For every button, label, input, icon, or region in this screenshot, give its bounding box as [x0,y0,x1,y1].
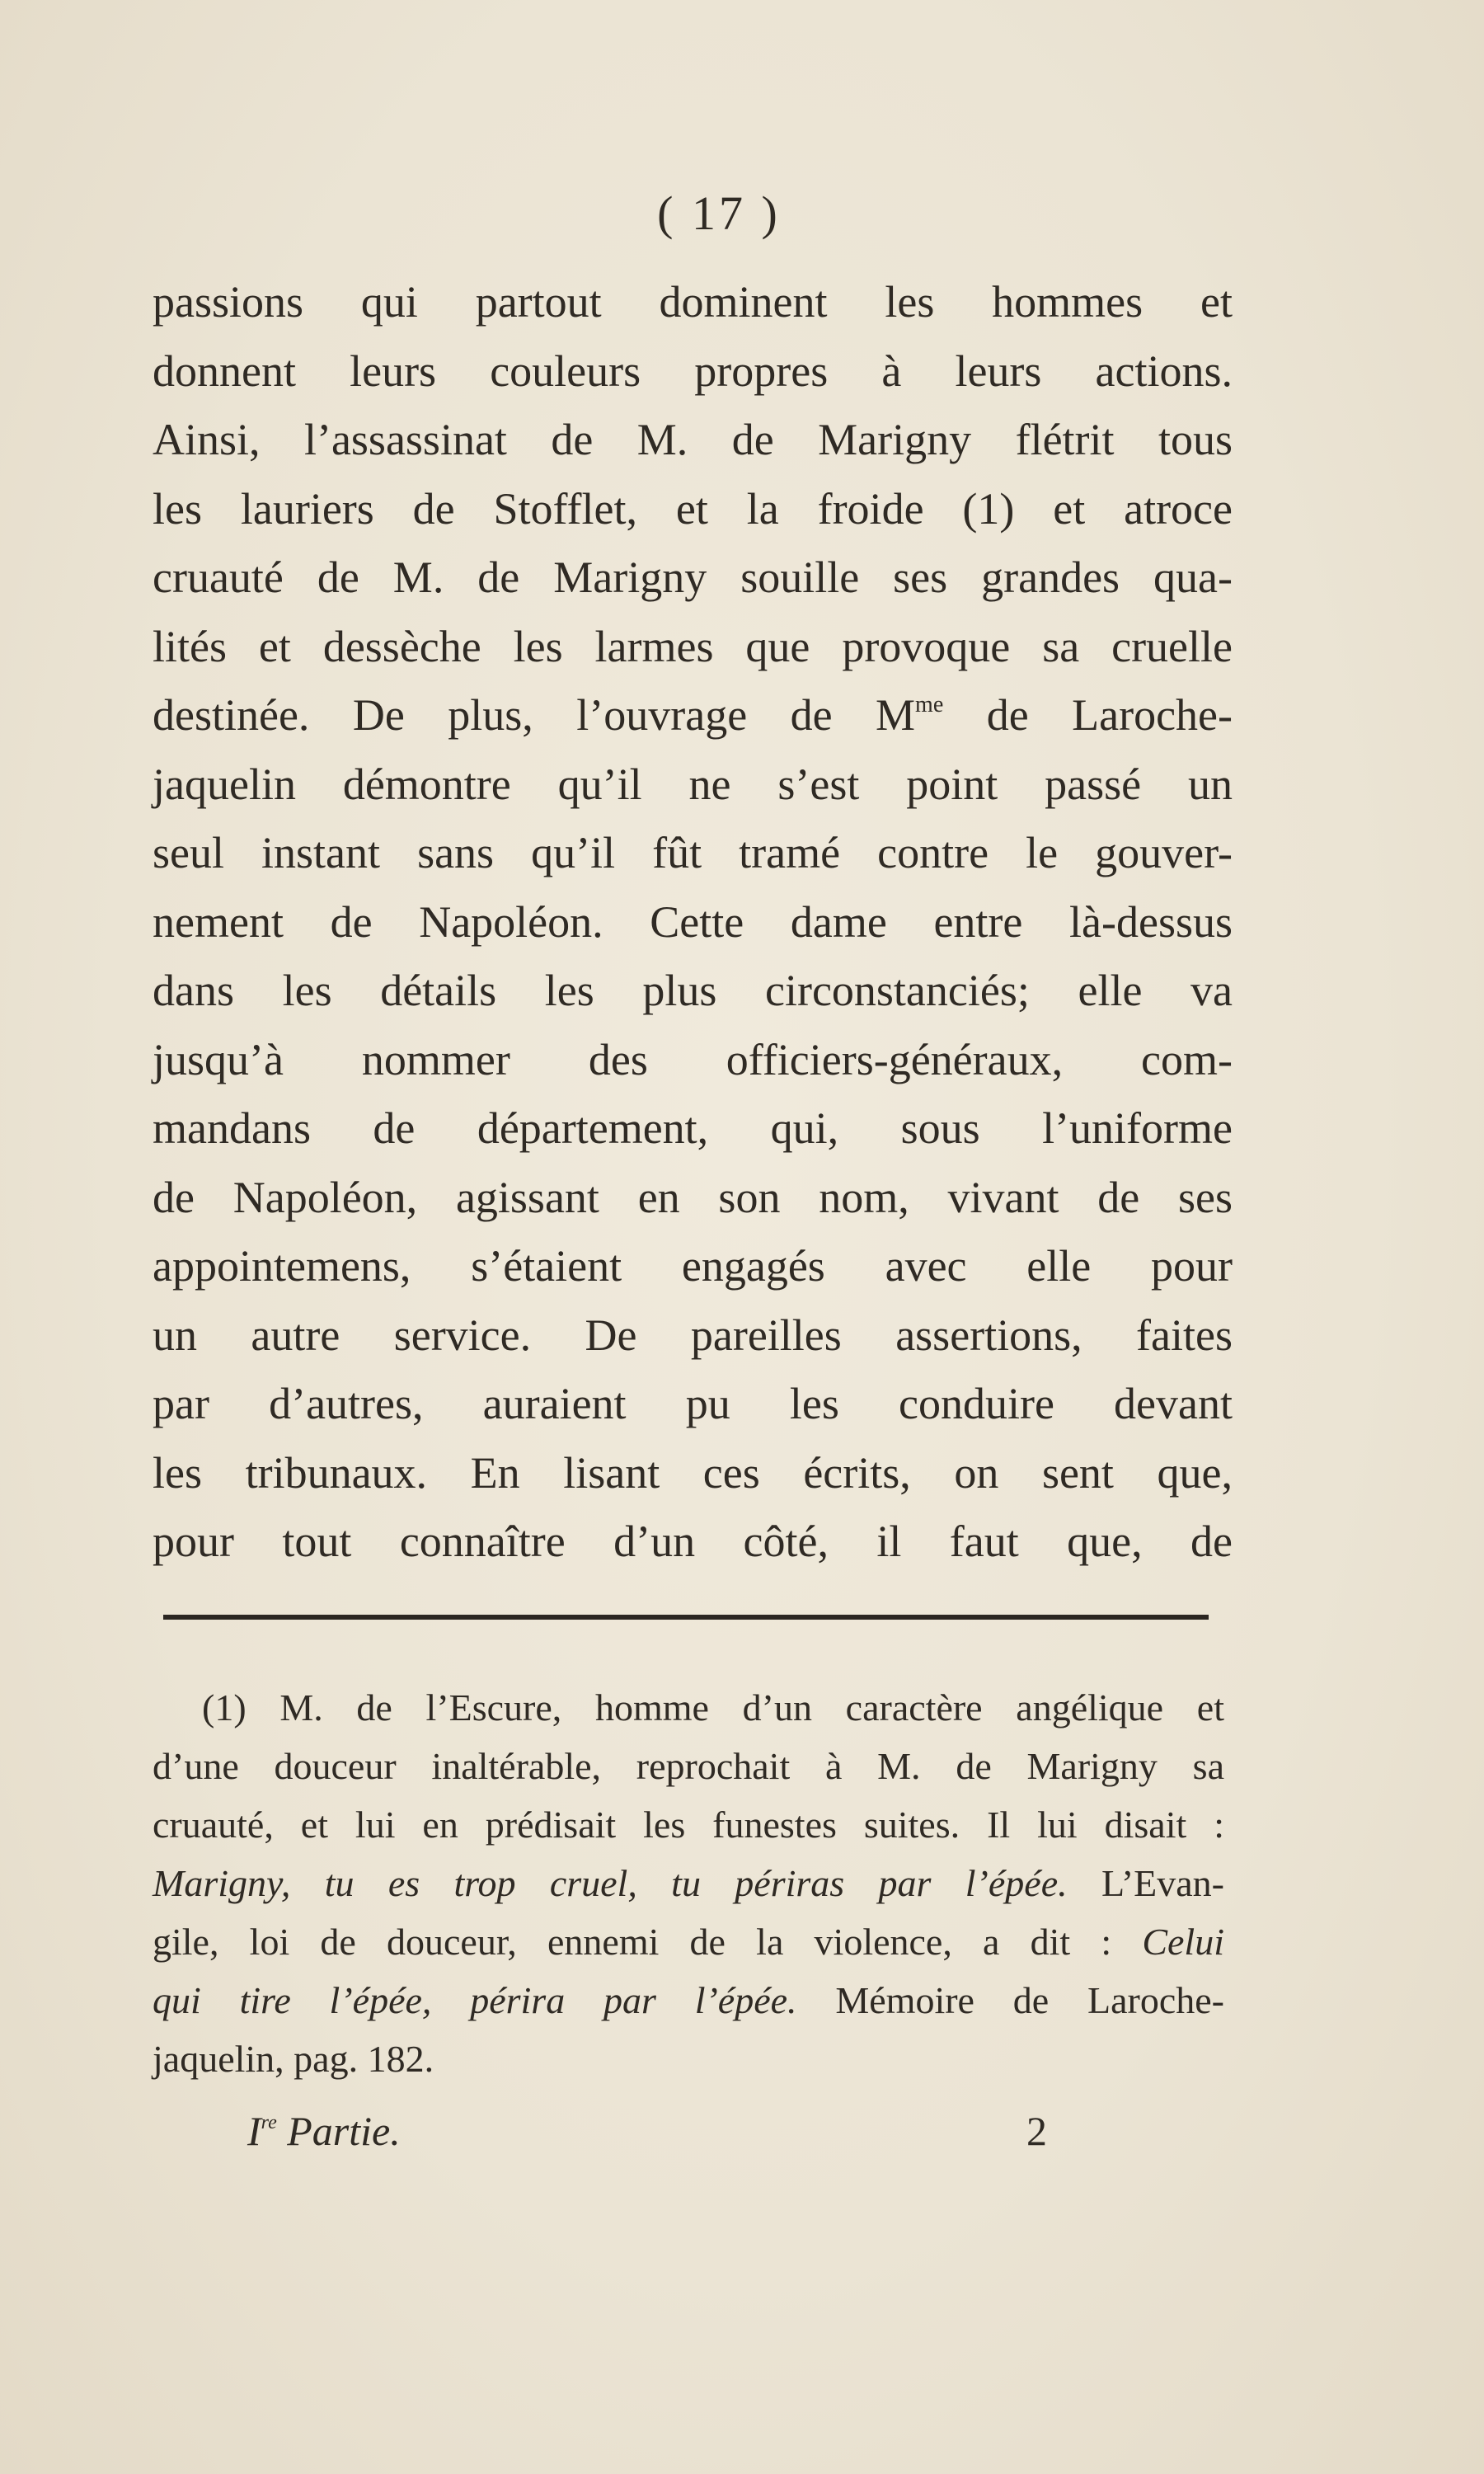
text-segment: Mémoire de Laroche- [796,1979,1224,2021]
signature-mark: 2 [1026,2108,1047,2154]
text-line: mandans de département, qui, sous l’uniforme [153,1103,1233,1153]
signature-roman: I [247,2108,261,2154]
text-line: pour tout connaître d’un côté, il faut que, de [153,1517,1233,1566]
text-line: lités et dessèche les larmes que provoque sa cruelle [153,621,1233,671]
text-line [153,681,1233,750]
signature-word: Partie. [276,2108,401,2154]
text-line: appointemens, s’étaient engagés avec elle pour [153,1241,1233,1291]
text-line: nement de Napoléon. Cette dame entre là-dessus [153,896,1233,947]
text-line: Ainsi, l’assassinat de M. de Marigny flétrit tous [153,415,1233,464]
page-number: ( 17 ) [657,186,781,240]
main-text [153,268,1233,1577]
text-line: les tribunaux. En lisant ces écrits, on sent que, [153,1447,1233,1498]
text-line: de Napoléon, agissant en son nom, vivant de ses [153,1172,1233,1222]
footnote-line: (1) M. de l’Escure, homme d’un caractère angélique et [202,1686,1224,1729]
text-segment: destinée. De plus, l’ouvrage de M [153,690,916,740]
text-line: jaquelin démontre qu’il ne s’est point passé un [153,759,1233,809]
text-line: cruauté de M. de Marigny souille ses grandes qua- [153,553,1233,602]
footnote-line: d’une douceur inaltérable, reprochait à M. de Marigny sa [153,1745,1224,1787]
text-segment: de Laroche- [943,690,1233,740]
footnote [153,1678,1224,2088]
footnote-line [153,1971,1224,2030]
footnote-line: jaquelin, pag. 182. [153,2038,434,2080]
text-line: les lauriers de Stofflet, et la froide (1) et atroce [153,483,1233,534]
text-line: dans les détails les plus circonstanciés; elle va [153,966,1233,1015]
text-line: seul instant sans qu’il fût tramé contre le gouver- [153,828,1233,877]
footnote-line [153,1912,1224,1971]
footnote-separator-rule [163,1615,1209,1620]
italic-quote: qui tire l’épée, périra par l’épée. [153,1979,797,2021]
text-line: jusqu’à nommer des officiers-généraux, com- [153,1034,1233,1084]
text-line: donnent leurs couleurs propres à leurs actions. [153,346,1233,396]
superscript: me [915,692,944,717]
text-line: par d’autres, auraient pu les conduire devant [153,1379,1233,1428]
text-segment: L’Evan- [1067,1862,1224,1904]
text-line: passions qui partout dominent les hommes et [153,277,1233,327]
superscript: re [261,2112,277,2133]
text-segment: gile, loi de douceur, ennemi de la violence, a dit : [153,1921,1143,1963]
text-line: un autre service. De pareilles assertions, faites [153,1310,1233,1360]
italic-quote: Marigny, tu es trop cruel, tu périras par l’épée. [153,1862,1068,1904]
footnote-line: cruauté, et lui en prédisait les funestes suites. Il lui disait : [153,1804,1224,1846]
italic-quote: Celui [1142,1921,1224,1963]
footnote-line [153,1854,1224,1912]
printer-signature [247,2107,401,2155]
